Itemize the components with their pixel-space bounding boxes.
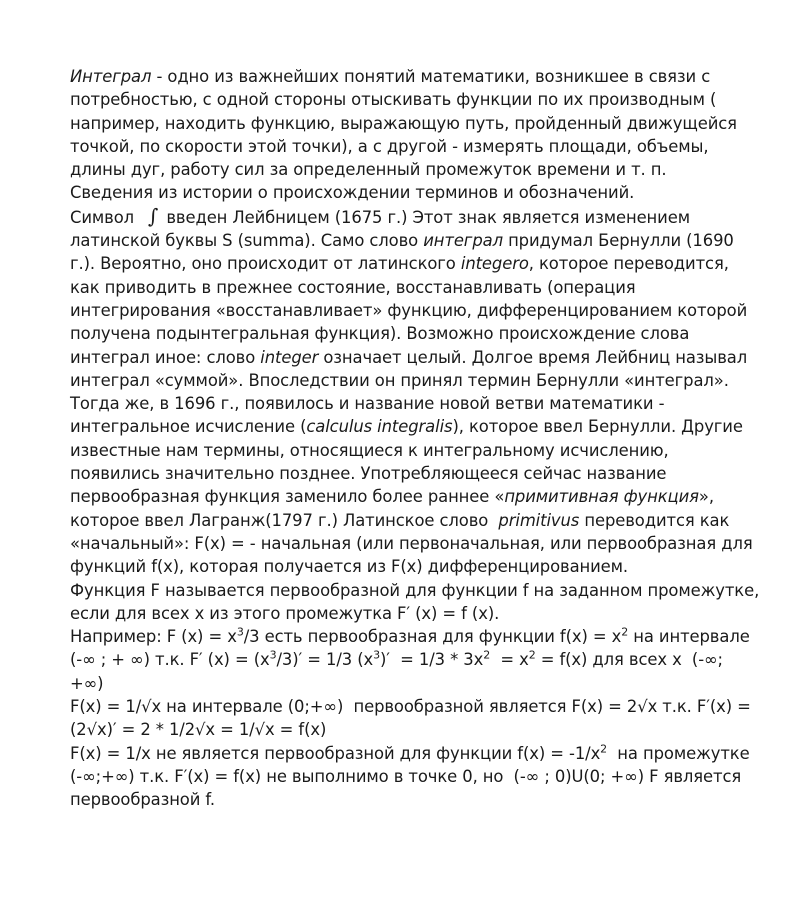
exponent: 3	[269, 648, 277, 662]
example-text: F(x) = 1/x не является первообразной для функции f(x) = -1/x	[70, 743, 601, 763]
exponent: 3	[236, 625, 244, 639]
example-text: = f(x) для всех x (-∞; +∞)	[70, 650, 729, 693]
example-paragraph-1	[70, 625, 760, 695]
italic-term: integero	[460, 254, 529, 274]
history-heading: Сведения из истории о происхождении терминов и обозначений.	[70, 183, 635, 203]
definition-paragraph: Функция F называется первообразной для функции f на заданном промежутке, если для всех x из этого промежутка F′ (x) = f (x).	[70, 580, 765, 623]
history-text: придумал Бернулли (1690 г.). Вероятно, оно происходит от латинского	[70, 231, 739, 274]
exponent: 2	[600, 742, 608, 756]
italic-term: calculus integralis	[306, 417, 453, 437]
italic-term: integer	[260, 347, 319, 367]
example-text: = x	[490, 650, 529, 670]
example-text: /3)′ = 1/3 (x	[276, 650, 374, 670]
history-text: означает целый. Долгое время Лейбниц называл интеграл «суммой». Впоследствии он принял термин Бернулли «интеграл». Тогда же, в 1696 г., появилось и название новой ветви математики - интегральное исчисление (	[70, 347, 753, 437]
exponent: 3	[373, 648, 381, 662]
integral-symbol: ∫	[148, 203, 159, 228]
example-text: )′ = 1/3 * 3x	[380, 650, 484, 670]
history-text: », которое ввел Лагранж(1797 г.) Латинское слово	[70, 487, 720, 530]
example-text: на промежутке (-∞;+∞) т.к. F′(x) = f(x) не выполнимо в точке 0, но (-∞ ; 0)U(0; +∞) F является первообразной f.	[70, 743, 755, 810]
example-text: на интервале (-∞ ; + ∞) т.к. F′ (x) = (x	[70, 627, 755, 670]
example-text: /3 есть первообразная для функции f(x) = x	[243, 627, 622, 647]
history-paragraph	[70, 205, 760, 579]
example-paragraph-3	[70, 742, 760, 812]
history-text: Символ	[70, 207, 135, 227]
history-text: переводится как «начальный»: F(x) = - начальная (или первоначальная, или первообразная для функций f(x), которая получается из F(x) дифференцированием.	[70, 510, 758, 577]
italic-term: primitivus	[498, 510, 580, 530]
italic-term: примитивная функция	[504, 487, 699, 507]
history-text: введен Лейбницем (1675 г.) Этот знак является изменением латинской буквы S (summa). Само слово	[70, 207, 696, 251]
exponent: 2	[483, 648, 491, 662]
intro-paragraph	[70, 65, 760, 181]
italic-term: интеграл	[423, 231, 503, 251]
history-text: ), которое ввел Бернулли. Другие известные нам термины, относящиеся к интегральному исчислению, появились значительно позднее. Употребляющееся сейчас название первообразная функция заменило более раннее «	[70, 417, 748, 507]
exponent: 2	[528, 648, 536, 662]
history-text: , которое переводится, как приводить в прежнее состояние, восстанавливать (операция интегрирования «восстанавливает» функцию, дифференцированием которой получена подынтегральная функция). Возможно происхождение слова интеграл иное: слово	[70, 254, 753, 367]
example-paragraph-2: F(x) = 1/√x на интервале (0;+∞) первообразной является F(x) = 2√x т.к. F′(x) = (2√x)′ = 2 * 1/2√x = 1/√x = f(x)	[70, 697, 756, 740]
example-text: Например: F (x) = x	[70, 627, 237, 647]
exponent: 2	[621, 625, 629, 639]
term-integral: Интеграл	[70, 67, 152, 86]
intro-text: - одно из важнейших понятий математики, возникшее в связи с потребностью, с одной стороны отыскивать функции по их производным ( например, находить функцию, выражающую путь, пройденный движущейся точкой, по скорости этой точки), а с другой - измерять площади, объемы, длины дуг, работу сил за определенный промежуток времени и т. п.	[70, 67, 743, 180]
